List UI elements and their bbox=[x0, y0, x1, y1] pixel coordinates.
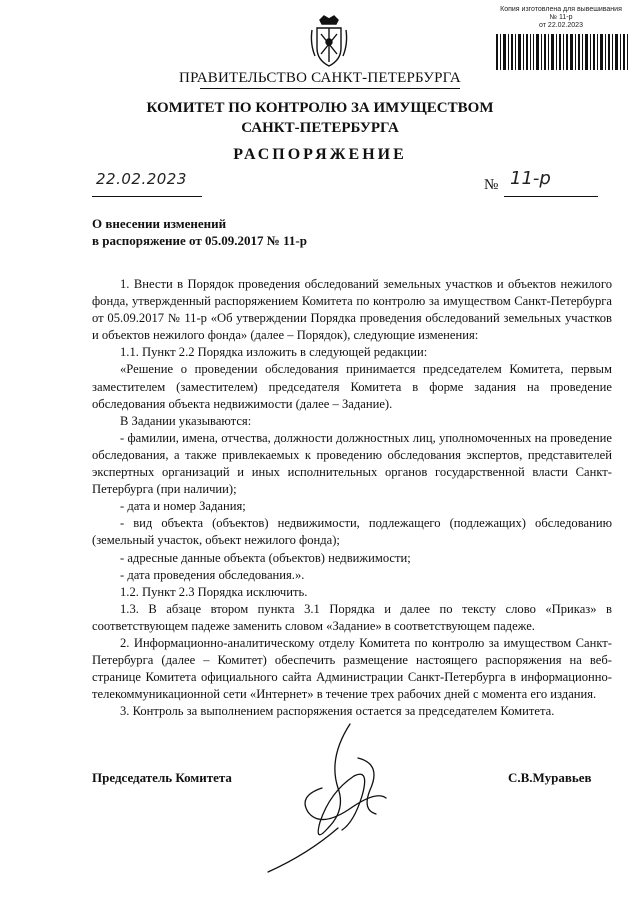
paragraph-1-2: 1.2. Пункт 2.3 Порядка исключить. bbox=[120, 584, 308, 599]
handwritten-signature bbox=[258, 718, 408, 878]
coat-of-arms-emblem bbox=[309, 14, 349, 70]
handwritten-date: 22.02.2023 bbox=[96, 170, 187, 188]
paragraph-3: 3. Контроль за выполнением распоряжения остается за председателем Комитета. bbox=[120, 704, 555, 719]
paragraph-1-1: 1.1. Пункт 2.2 Порядка изложить в следующей редакции: bbox=[120, 345, 428, 360]
list-item: - дата проведения обследования.». bbox=[120, 567, 305, 582]
committee-title-line-2: САНКТ-ПЕТЕРБУРГА bbox=[241, 120, 399, 136]
stamp-line-2: № 11-р bbox=[549, 14, 573, 21]
subject-line-1: О внесении изменений bbox=[92, 216, 227, 231]
list-item: - дата и номер Задания; bbox=[120, 499, 246, 514]
handwritten-number: 11-р bbox=[510, 168, 551, 189]
document-subject bbox=[92, 215, 307, 249]
paragraph-quote: «Решение о проведении обследования принимается председателем Комитета, первым заместителем (заместителем) председателя Комитета в форме задания на проведение обследования объекта недвижимости (далее – Задание). bbox=[92, 362, 612, 411]
list-item: - вид объекта (объектов) недвижимости, подлежащего (подлежащих) обследованию (земельный участок, объект нежилого фонда); bbox=[92, 516, 612, 548]
registration-stamp bbox=[495, 6, 627, 30]
list-item: - фамилии, имена, отчества, должности должностных лиц, уполномоченных на проведение обследования, а также привлекаемых к проведению обследования экспертов, представителей экспертных организаций и иных исполнительных органов государственной власти Санкт-Петербурга (при наличии); bbox=[92, 430, 612, 497]
government-title: ПРАВИТЕЛЬСТВО САНКТ-ПЕТЕРБУРГА bbox=[179, 70, 461, 86]
stamp-line-3: от 22.02.2023 bbox=[539, 22, 583, 29]
paragraph-1: 1. Внести в Порядок проведения обследований земельных участков и объектов нежилого фонда, утвержденный распоряжением Комитета по контролю за имуществом Санкт-Петербурга от 05.09.2017 № 11-р «Об утверждении Порядка проведения обследований земельных участков и объектов нежилого фонда» (далее – Порядок), следующие изменения: bbox=[92, 277, 612, 343]
document-type: РАСПОРЯЖЕНИЕ bbox=[233, 146, 407, 163]
paragraph-1-3: 1.3. В абзаце втором пункта 3.1 Порядка и далее по тексту слово «Приказ» в соответствующем падеже заменить словом «Задание» в соответствующем падеже. bbox=[92, 601, 612, 633]
stamp-line-1: Копия изготовлена для вывешивания bbox=[500, 6, 622, 13]
list-item: - адресные данные объекта (объектов) недвижимости; bbox=[120, 550, 411, 565]
signer-name: С.В.Муравьев bbox=[508, 770, 592, 785]
barcode bbox=[496, 34, 628, 70]
subject-line-2: в распоряжение от 05.09.2017 № 11-р bbox=[92, 233, 307, 248]
signer-title: Председатель Комитета bbox=[92, 770, 232, 785]
number-label: № bbox=[484, 177, 499, 193]
committee-title bbox=[0, 98, 640, 138]
paragraph-2: 2. Информационно-аналитическому отделу Комитета по контролю за имуществом Санкт-Петербурга (далее – Комитет) обеспечить размещение настоящего распоряжения на веб-странице Комитета официального сайта Администрации Санкт-Петербурга в информационно-телекоммуникационной сети «Интернет» в течение трех рабочих дней с момента его издания. bbox=[92, 635, 612, 702]
header-divider bbox=[200, 88, 460, 89]
document-body bbox=[92, 276, 612, 720]
committee-title-line-1: КОМИТЕТ ПО КОНТРОЛЮ ЗА ИМУЩЕСТВОМ bbox=[146, 100, 494, 116]
paragraph-task-intro: В Задании указываются: bbox=[120, 413, 252, 428]
